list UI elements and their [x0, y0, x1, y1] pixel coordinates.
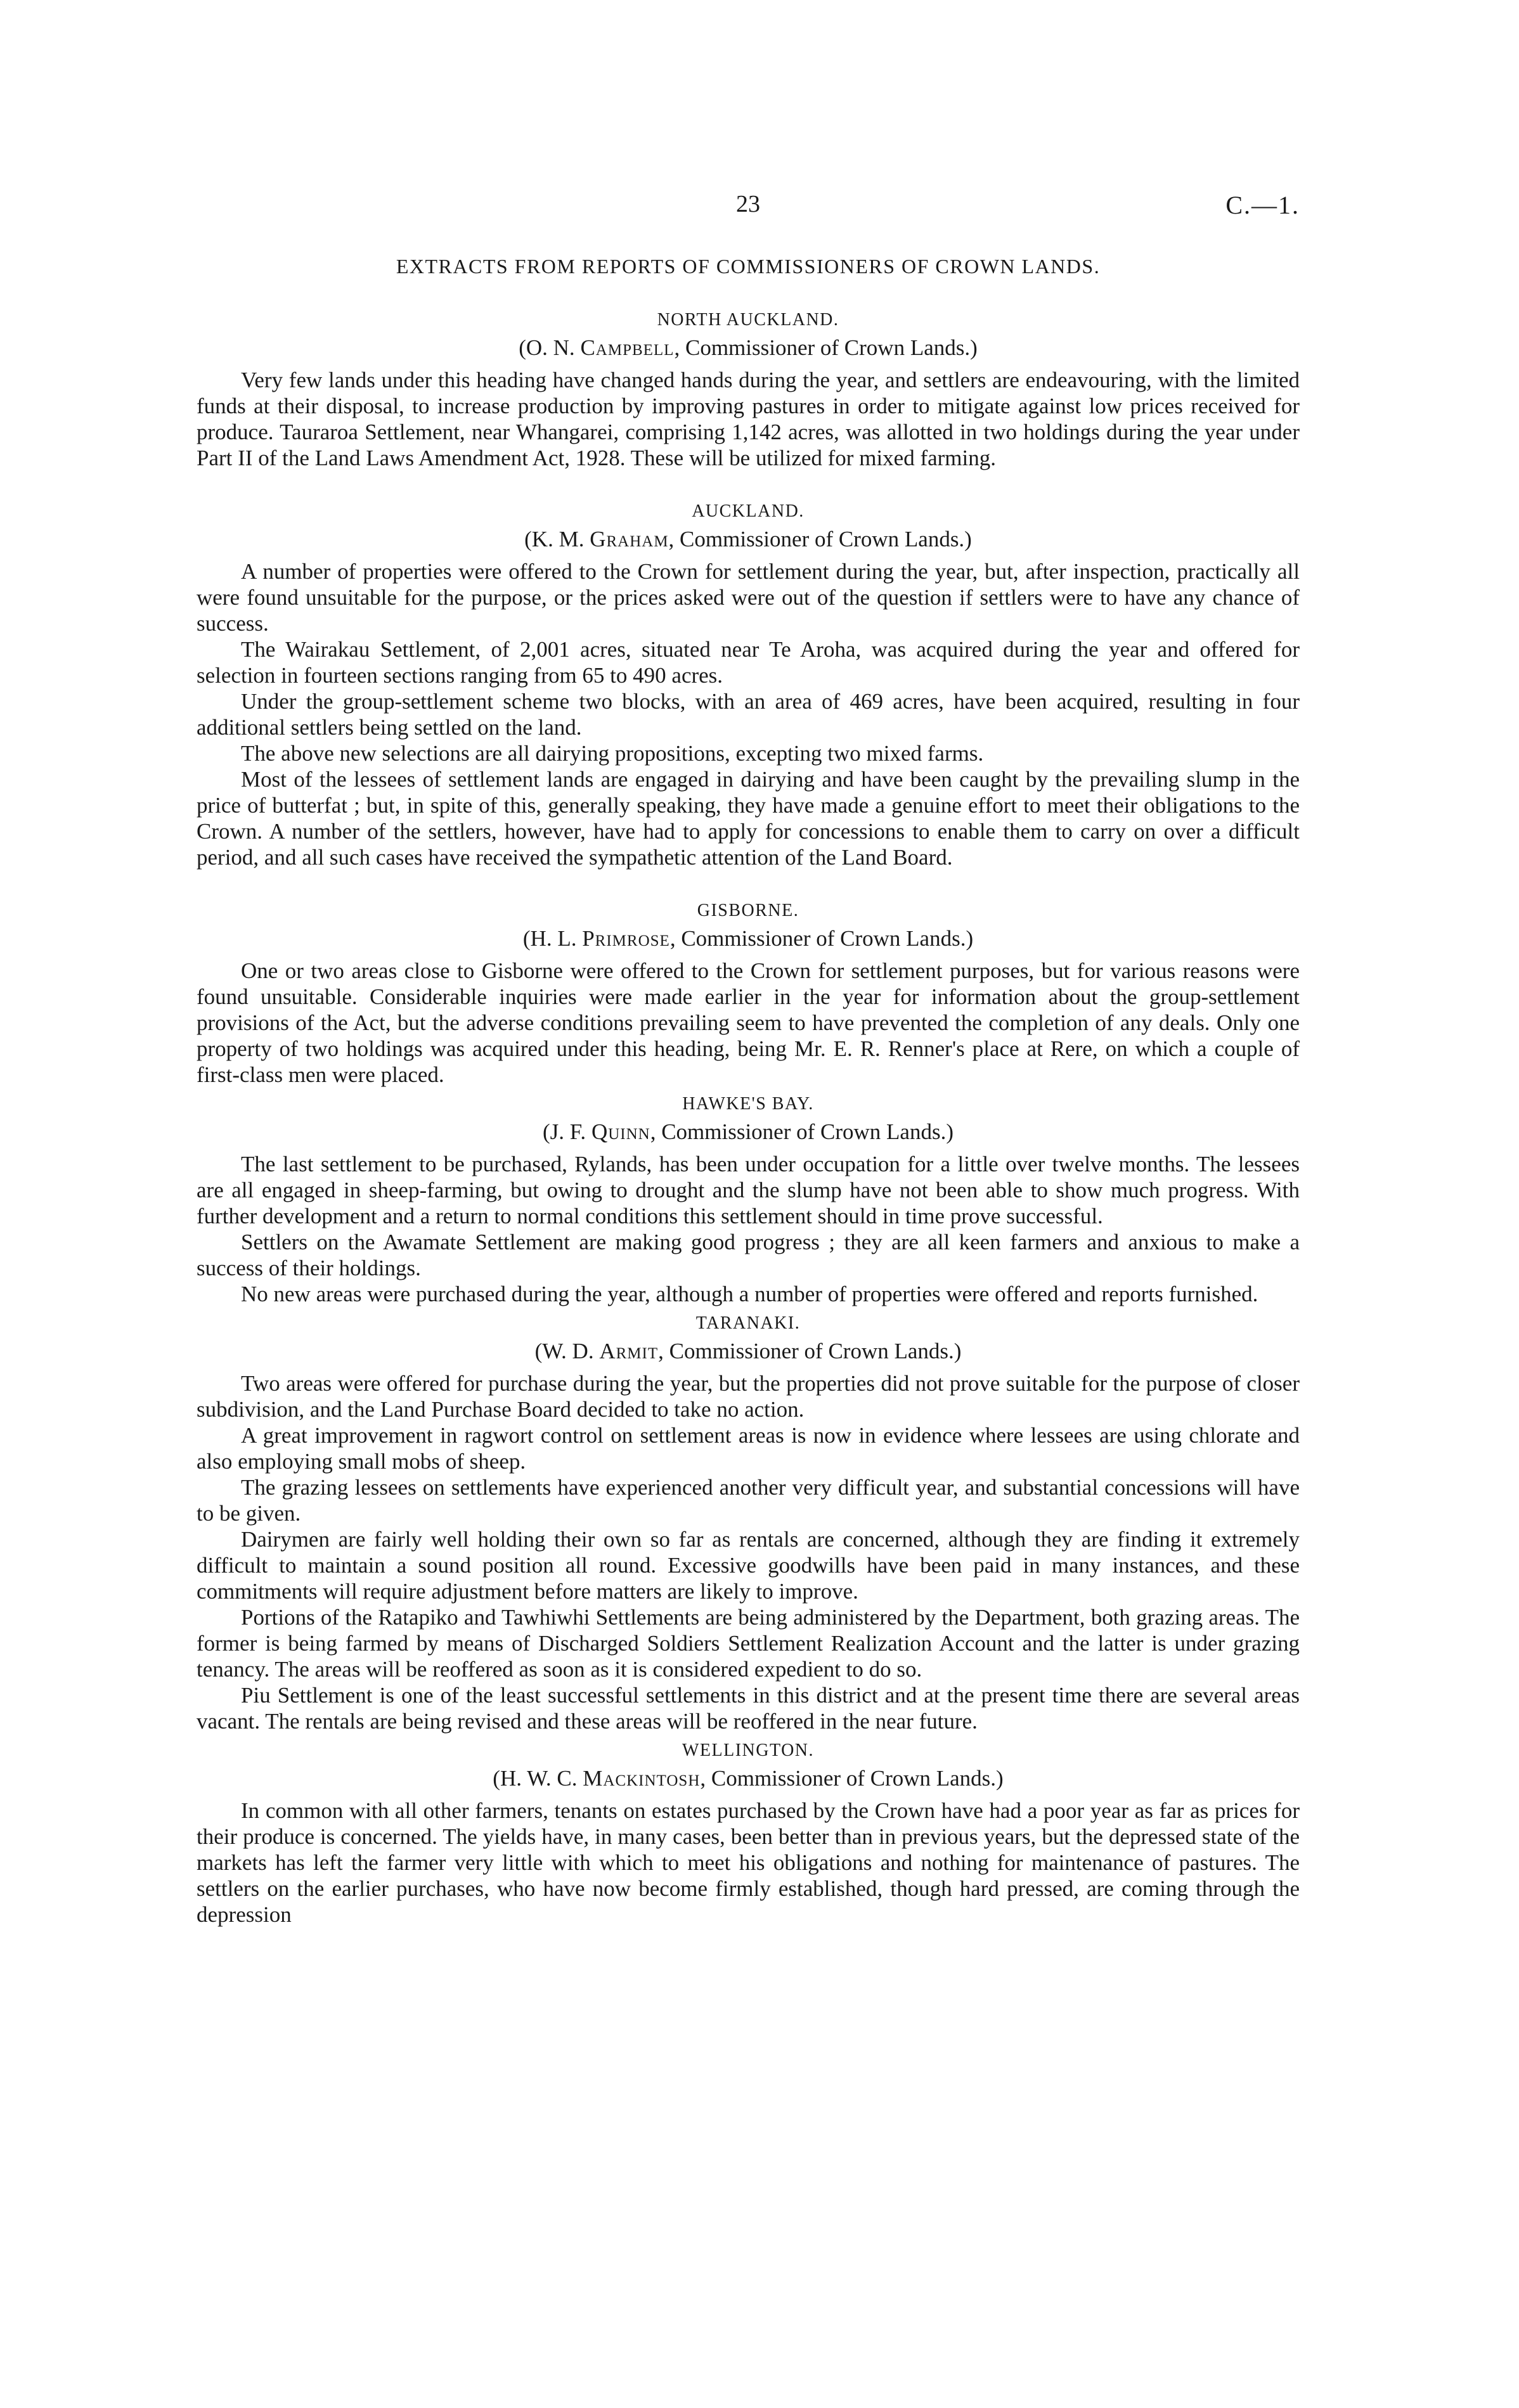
commissioner-line [197, 926, 1300, 951]
page-header [197, 190, 1300, 228]
body-paragraph: In common with all other farmers, tenants on estates purchased by the Crown have had a poor year as far as prices for their produce is concerned. The yields have, in many cases, been better than in previous years, but the depressed state of the markets has left the farmer very little with which to meet his obligations and nothing for maintenance of pastures. The settlers on the earlier purchases, who have now become firmly established, though hard pressed, are coming through the depression [197, 1798, 1300, 1927]
commissioner-initials: (H. L. [522, 926, 583, 951]
commissioner-surname: Quinn [591, 1119, 650, 1144]
body-paragraph: Two areas were offered for purchase during the year, but the properties did not prove suitable for the purpose of closer subdivision, and the Land Purchase Board decided to take no action. [197, 1371, 1300, 1422]
section-heading: WELLINGTON. [682, 1741, 815, 1760]
commissioner-initials: (W. D. [534, 1339, 600, 1363]
document-title: EXTRACTS FROM REPORTS OF COMMISSIONERS OF CROWN LANDS. [396, 255, 1101, 278]
body-paragraph: Piu Settlement is one of the least successful settlements in this district and at the present time there are several areas vacant. The rentals are being revised and these areas will be reoffered in the near future. [197, 1683, 1300, 1734]
body-paragraph: The last settlement to be purchased, Rylands, has been under occupation for a little over twelve months. The lessees are all engaged in sheep-farming, but owing to drought and the slump have not been able to show much progress. With further development and a return to normal conditions this settlement should in time prove successful. [197, 1152, 1300, 1228]
body-paragraph: A great improvement in ragwort control on settlement areas is now in evidence where lessees are using chlorate and also employing small mobs of sheep. [197, 1423, 1300, 1474]
section-heading: GISBORNE. [697, 901, 799, 920]
commissioner-line [197, 1339, 1300, 1364]
report-section [197, 1313, 1300, 1734]
commissioner-title: , Commissioner of Crown Lands.) [650, 1119, 953, 1144]
body-paragraph: Very few lands under this heading have changed hands during the year, and settlers are endeavouring, with the limited funds at their disposal, to increase production by improving pastures in order to mitigate against low prices received for produce. Tauraroa Settlement, near Whangarei, comprising 1,142 acres, was allotted in two holdings during the year under Part II of the Land Laws Amendment Act, 1928. These will be utilized for mixed farming. [197, 368, 1300, 470]
commissioner-line [197, 1119, 1300, 1145]
section-spacer [197, 471, 1300, 501]
section-heading: NORTH AUCKLAND. [657, 310, 839, 330]
report-sections [197, 304, 1300, 1928]
commissioner-title: , Commissioner of Crown Lands.) [669, 926, 974, 951]
body-paragraph: The grazing lessees on settlements have experienced another very difficult year, and substantial concessions will have to be given. [197, 1475, 1300, 1526]
commissioner-surname: Mackintosh [583, 1766, 701, 1791]
report-section [197, 901, 1300, 1088]
section-spacer [197, 304, 1300, 310]
section-heading: HAWKE'S BAY. [682, 1094, 814, 1114]
body-paragraph: One or two areas close to Gisborne were offered to the Crown for settlement purposes, but for various reasons were found unsuitable. Considerable inquiries were made earlier in the year for information about the group-settlement provisions of the Act, but the adverse conditions prevailing seem to have prevented the completion of any deals. Only one property of two holdings was acquired under this heading, being Mr. E. R. Renner's place at Rere, on which a couple of first-class men were placed. [197, 958, 1300, 1087]
commissioner-surname: Primrose [582, 926, 670, 951]
body-paragraph: Settlers on the Awamate Settlement are making good progress ; they are all keen farmers and anxious to make a success of their holdings. [197, 1230, 1300, 1280]
report-section [197, 1741, 1300, 1928]
section-spacer [197, 1734, 1300, 1741]
commissioner-surname: Armit [599, 1339, 659, 1363]
commissioner-line [197, 335, 1300, 361]
commissioner-initials: (H. W. C. [493, 1766, 583, 1791]
commissioner-surname: Campbell [580, 335, 675, 360]
commissioner-initials: (O. N. [519, 335, 581, 360]
body-paragraph: Portions of the Ratapiko and Tawhiwhi Settlements are being administered by the Department, both grazing areas. The former is being farmed by means of Discharged Soldiers Settlement Realization Account and the latter is under grazing tenancy. The areas will be reoffered as soon as it is considered expedient to do so. [197, 1605, 1300, 1682]
body-paragraph: No new areas were purchased during the year, although a number of properties were offered and reports furnished. [241, 1282, 1258, 1306]
document-page [197, 190, 1300, 1928]
section-spacer [197, 870, 1300, 901]
page-number: 23 [736, 191, 760, 217]
commissioner-title: , Commissioner of Crown Lands.) [668, 527, 972, 551]
document-reference: C.—1. [1225, 191, 1300, 219]
commissioner-initials: (J. F. [542, 1119, 591, 1144]
section-spacer [197, 1088, 1300, 1094]
report-section [197, 1094, 1300, 1307]
commissioner-initials: (K. M. [524, 527, 590, 551]
commissioner-title: , Commissioner of Crown Lands.) [674, 335, 978, 360]
report-section [197, 501, 1300, 870]
commissioner-line [197, 527, 1300, 552]
body-paragraph: Most of the lessees of settlement lands are engaged in dairying and have been caught by the prevailing slump in the price of butterfat ; but, in spite of this, generally speaking, they have made a genuine effort to meet their obligations to the Crown. A number of the settlers, however, have had to apply for concessions to enable them to carry on over a difficult period, and all such cases have received the sympathetic attention of the Land Board. [197, 767, 1300, 870]
body-paragraph: Dairymen are fairly well holding their own so far as rentals are concerned, although they are finding it extremely difficult to maintain a sound position all round. Excessive goodwills have been paid in many instances, and these commitments will require adjustment before matters are likely to improve. [197, 1527, 1300, 1604]
body-paragraph: The above new selections are all dairying propositions, excepting two mixed farms. [241, 741, 984, 766]
report-section [197, 310, 1300, 471]
body-paragraph: A number of properties were offered to the Crown for settlement during the year, but, after inspection, practically all were found unsuitable for the purpose, or the prices asked were out of the question if settlers were to have any chance of success. [197, 559, 1300, 636]
section-heading: TARANAKI. [695, 1313, 801, 1333]
commissioner-title: , Commissioner of Crown Lands.) [700, 1766, 1004, 1791]
section-spacer [197, 1307, 1300, 1313]
body-paragraph: The Wairakau Settlement, of 2,001 acres, situated near Te Aroha, was acquired during the year and offered for selection in fourteen sections ranging from 65 to 490 acres. [197, 637, 1300, 688]
commissioner-surname: Graham [590, 527, 669, 551]
commissioner-title: , Commissioner of Crown Lands.) [658, 1339, 962, 1363]
body-paragraph: Under the group-settlement scheme two blocks, with an area of 469 acres, have been acquired, resulting in four additional settlers being settled on the land. [197, 689, 1300, 740]
section-heading: AUCKLAND. [692, 501, 805, 521]
commissioner-line [197, 1766, 1300, 1791]
